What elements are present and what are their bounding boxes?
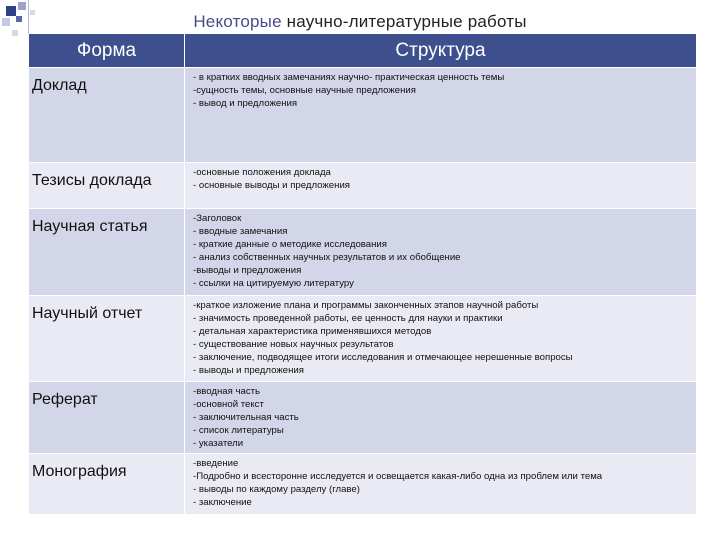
form-cell: Доклад (29, 68, 185, 163)
structure-line: - детальная характеристика применявшихся методов (193, 325, 432, 337)
structure-line: -Заголовок (193, 213, 242, 224)
form-cell: Реферат (29, 382, 185, 454)
structure-line: - список литературы (193, 424, 284, 436)
structure-line: -сущность темы, основные научные предложения (193, 84, 416, 96)
deco-square-light (18, 2, 26, 10)
structure-line: - краткие данные о методике исследования (193, 238, 387, 250)
structure-cell (185, 382, 697, 454)
header-form: Форма (29, 34, 185, 68)
structure-cell (185, 209, 697, 296)
structure-line: - заключение, подводящее итоги исследования и отмечающее нерешенные вопросы (193, 351, 573, 363)
structure-line: -введение (193, 458, 239, 469)
structure-line: - в кратких вводных замечаниях научно- практическая ценность темы (193, 72, 505, 83)
title-part-1: Некоторые (193, 12, 287, 31)
structure-line: - заключительная часть (193, 411, 299, 423)
structure-cell (185, 68, 697, 163)
structure-line: -вводная часть (193, 386, 261, 397)
structure-line: - анализ собственных научных результатов и их обобщение (193, 251, 461, 263)
structure-line: -выводы и предложения (193, 264, 302, 276)
table-row (29, 68, 697, 163)
header-structure: Структура (185, 34, 697, 68)
structure-line: -краткое изложение плана и программы законченных этапов научной работы (193, 300, 539, 311)
structure-line: - основные выводы и предложения (193, 179, 350, 191)
structure-line: - вывод и предложения (193, 97, 298, 109)
table-row (29, 382, 697, 454)
structure-line: - указатели (193, 437, 244, 449)
structure-line: - выводы по каждому разделу (главе) (193, 483, 360, 495)
table-row (29, 296, 697, 382)
structure-line: -основные положения доклада (193, 167, 331, 178)
title-part-2: научно-литературные работы (286, 12, 527, 31)
structure-line: -основной текст (193, 398, 264, 410)
structure-line: - существование новых научных результатов (193, 338, 394, 350)
structure-line: - ссылки на цитируемую литературу (193, 277, 354, 289)
table-row (29, 163, 697, 209)
structure-cell (185, 454, 697, 515)
table-header-row (29, 34, 697, 68)
structure-line: - значимость проведенной работы, ее ценность для науки и практики (193, 312, 503, 324)
structure-line: - выводы и предложения (193, 364, 304, 376)
structure-cell (185, 163, 697, 209)
structure-line: - вводные замечания (193, 225, 288, 237)
form-cell: Научный отчет (29, 296, 185, 382)
table-row (29, 209, 697, 296)
form-cell: Научная статья (29, 209, 185, 296)
structure-line: -Подробно и всесторонне исследуется и освещается какая-либо одна из проблем или тема (193, 470, 603, 482)
form-cell: Монография (29, 454, 185, 515)
form-cell: Тезисы доклада (29, 163, 185, 209)
slide-title (0, 12, 720, 32)
table-row (29, 454, 697, 515)
structure-cell (185, 296, 697, 382)
structure-line: - заключение (193, 496, 252, 508)
works-table (28, 34, 697, 515)
